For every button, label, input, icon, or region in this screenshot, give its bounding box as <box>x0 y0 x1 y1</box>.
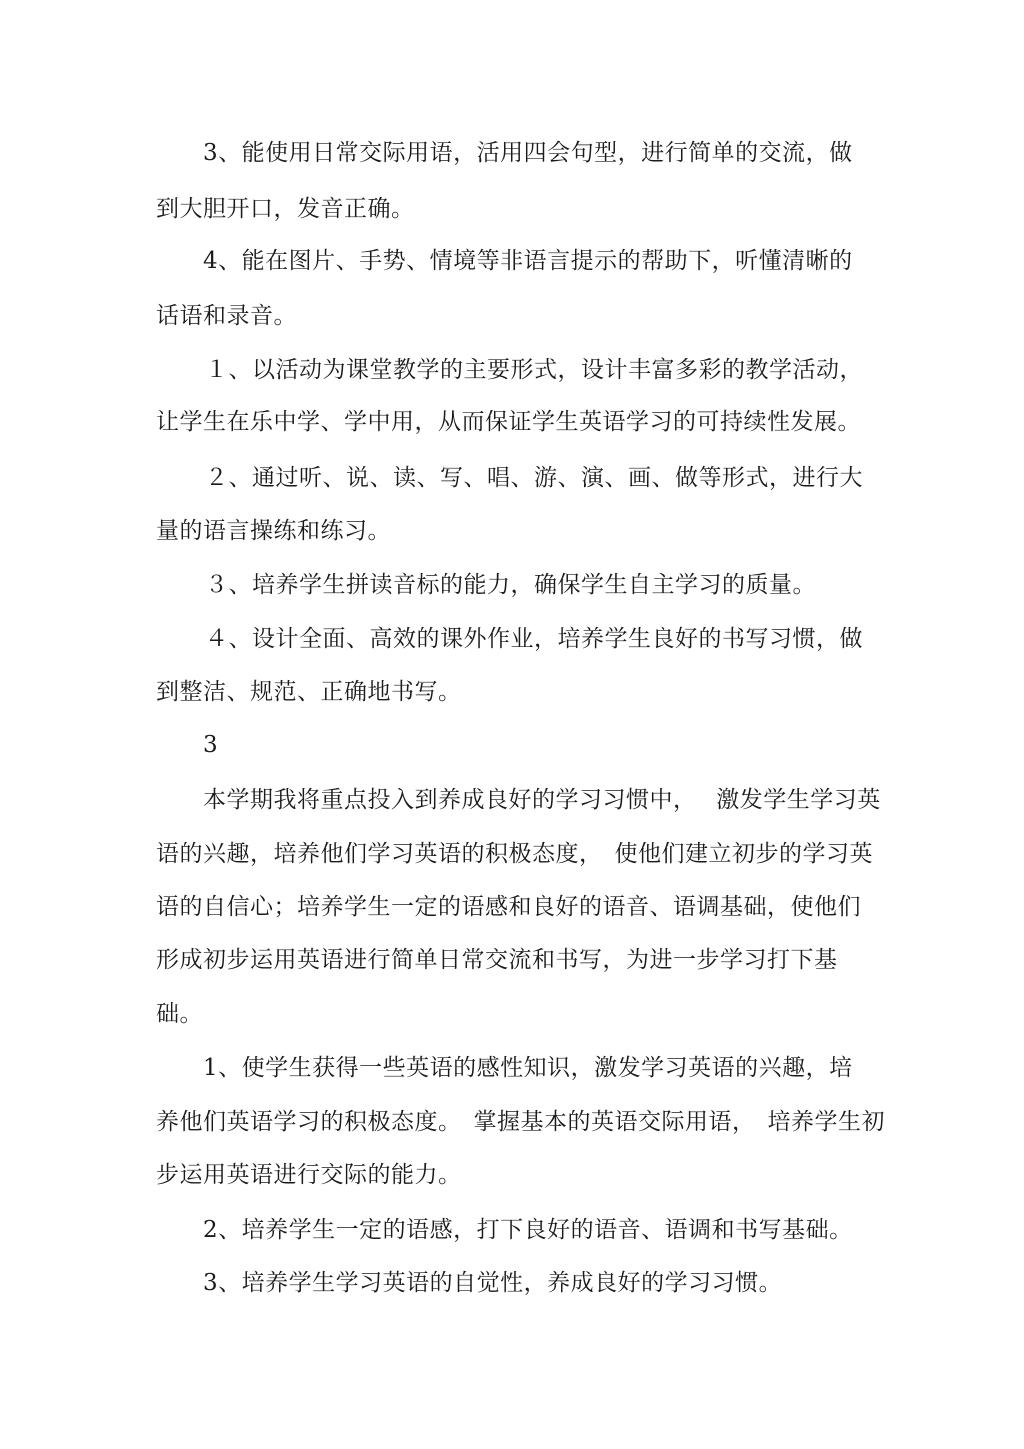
text-line: 1、使学生获得一些英语的感性知识，激发学习英语的兴趣，培 <box>203 1055 853 1081</box>
text-line: 语的兴趣，培养他们学习英语的积极态度， 使他们建立初步的学习英 <box>156 841 873 867</box>
text-line: ２、通过听、说、读、写、唱、游、演、画、做等形式，进行大 <box>205 465 863 491</box>
text-line: 2、培养学生一定的语感，打下良好的语音、语调和书写基础。 <box>203 1217 853 1243</box>
text-line: 3、能使用日常交际用语，活用四会句型，进行简单的交流，做 <box>203 140 853 166</box>
text-line: 到大胆开口，发音正确。 <box>156 196 415 222</box>
text-line: 步运用英语进行交际的能力。 <box>156 1162 462 1188</box>
text-line: ３、培养学生拼读音标的能力，确保学生自主学习的质量。 <box>205 572 816 598</box>
section-number: 3 <box>203 732 219 758</box>
text-line: 到整洁、规范、正确地书写。 <box>156 679 462 705</box>
text-line: 形成初步运用英语进行简单日常交流和书写，为进一步学习打下基 <box>156 947 838 973</box>
text-line: １、以活动为课堂教学的主要形式，设计丰富多彩的教学活动， <box>205 357 863 383</box>
text-line: ４、设计全面、高效的课外作业，培养学生良好的书写习惯，做 <box>205 626 863 652</box>
text-line: 话语和录音。 <box>156 303 297 329</box>
text-line: 础。 <box>156 1001 203 1027</box>
text-line: 量的语言操练和练习。 <box>156 518 391 544</box>
text-line: 语的自信心；培养学生一定的语感和良好的语音、语调基础，使他们 <box>156 894 861 920</box>
text-line: 4、能在图片、手势、情境等非语言提示的帮助下，听懂清晰的 <box>203 248 853 274</box>
text-line: 3、培养学生学习英语的自觉性，养成良好的学习习惯。 <box>203 1270 783 1296</box>
text-line: 养他们英语学习的积极态度。 掌握基本的英语交际用语， 培养学生初 <box>156 1109 885 1135</box>
text-line: 本学期我将重点投入到养成良好的学习习惯中， 激发学生学习英 <box>203 787 881 813</box>
text-line: 让学生在乐中学、学中用，从而保证学生英语学习的可持续性发展。 <box>156 409 861 435</box>
